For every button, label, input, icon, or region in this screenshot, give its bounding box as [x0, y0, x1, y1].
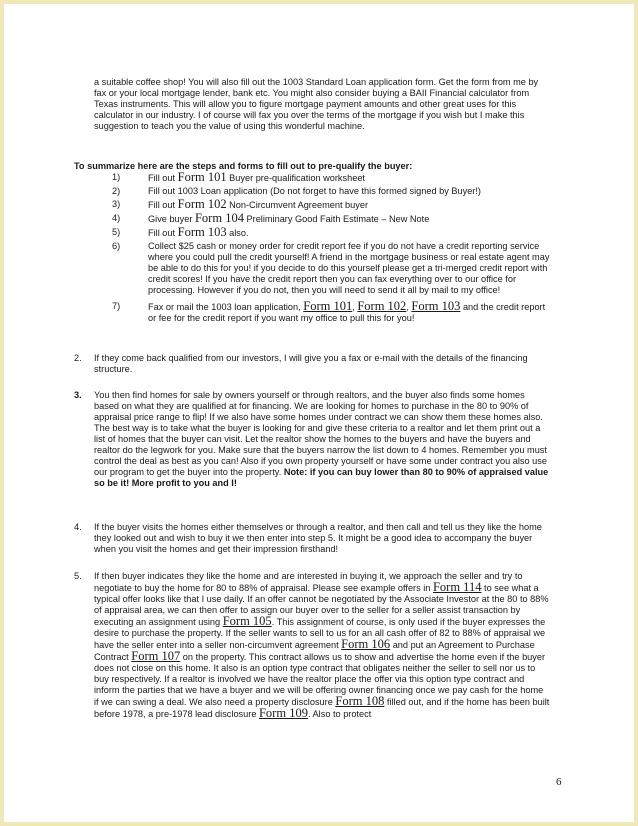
step-number: 6): [112, 241, 121, 251]
step-number: 1): [112, 172, 121, 182]
form-101-link[interactable]: Form 101: [303, 299, 353, 313]
item-number: 3.: [74, 390, 82, 400]
form-103-ref: Form 103: [177, 225, 227, 239]
step-text: ,: [406, 302, 412, 312]
item-body: . This assignment of course, is only used if the buyer expresses the desire to purchase the property. If the seller wants to sell to us for an all cash offer of 82 to 88% of appraisal we have the seller enter into a seller non-circumvent agreement: [94, 617, 546, 650]
item-body: . Also to protect: [307, 709, 372, 719]
item-number: 2.: [74, 353, 82, 363]
form-107-link[interactable]: Form 107: [131, 649, 181, 663]
step-text: also.: [226, 228, 249, 238]
item-number: 4.: [74, 522, 82, 532]
item-body: to see what a typical offer looks like that I use daily. If an offer cannot be negotiated by the Associate Investor at the 80 to 88% of appraisal area, we can then offer to assign our buyer over to the seller for a seller assist transaction by executing an assignment using: [94, 583, 549, 627]
item-text: [94, 571, 550, 720]
item-body: filled out, and if the home has been built before 1978, a pre-1978 lead disclosure: [94, 697, 550, 719]
form-101-ref: Form 101: [177, 170, 227, 184]
step-text: Give buyer: [148, 214, 195, 224]
step-text: Fill out: [148, 228, 178, 238]
step-6: [112, 241, 552, 296]
summary-heading: To summarize here are the steps and forms to fill out to pre-qualify the buyer:: [74, 161, 413, 171]
step-7: [112, 301, 552, 324]
item-body: and put an Agreement to Purchase Contract: [94, 640, 535, 662]
step-text: Non-Circumvent Agreement buyer: [226, 200, 369, 210]
step-text: ,: [352, 302, 358, 312]
step-text: Fax or mail the 1003 loan application,: [148, 302, 304, 312]
step-text: Fill out: [148, 173, 178, 183]
form-108-link[interactable]: Form 108: [335, 694, 385, 708]
item-body: If then buyer indicates they like the home and are interested in buying it, we approach the seller and try to negotiate to buy the home for 80 to 88% of appraisal. Please see example offers in: [94, 571, 523, 593]
step-number: 7): [112, 301, 121, 311]
form-102-link[interactable]: Form 102: [357, 299, 407, 313]
step-4: [112, 213, 552, 225]
step-number: 4): [112, 213, 121, 223]
form-114-link[interactable]: Form 114: [432, 580, 482, 594]
step-number: 2): [112, 186, 121, 196]
form-106-link[interactable]: Form 106: [341, 637, 391, 651]
page-number: 6: [556, 776, 562, 788]
steps-list: [112, 172, 552, 326]
step-text: Fill out 1003 Loan application (Do not forget to have this formed signed by Buyer!): [148, 186, 481, 196]
form-103-link[interactable]: Form 103: [411, 299, 461, 313]
step-1: [112, 172, 552, 184]
step-number: 3): [112, 199, 121, 209]
item-text: If the buyer visits the homes either themselves or through a realtor, and then call and tell us they like the home they looked out and wish to buy it we then enter into step 5. It might be a good idea to accompany the buyer when you visit the homes and get their impression firsthand!: [94, 522, 542, 554]
note-bold: Note: if you can buy lower than 80 to 90% of appraised value so be it! More profit to you and I!: [94, 467, 549, 488]
step-2: [112, 186, 552, 197]
intro-paragraph: a suitable coffee shop! You will also fill out the 1003 Standard Loan application form. Get the form from me by fax or your local mortgage lender, bank etc. You might also consider buying a BAII Financial calculator from Texas instruments. This will allow you to figure mortgage payment amounts and other great uses for this calculator in our industry. I of course will fax you over the terms of the mortgage if you wish but I make this suggestion to teach you the value of using this wonderful machine.: [94, 77, 539, 131]
form-105-link[interactable]: Form 105: [222, 614, 272, 628]
form-102-ref: Form 102: [177, 197, 227, 211]
step-number: 5): [112, 227, 121, 237]
form-109-link[interactable]: Form 109: [258, 706, 308, 720]
item-body: on the property. This contract allows us to show and advertise the home even if the buyer does not close on this home. It also is an option type contract that obligates neither the seller to sell nor us to buy respectively. If a realtor is involved we have the realtor place the offer via this option type contract and inform the parties that we have a buyer and we will be offering owner financing once we pay cash for the home if we can swing a deal. We also need a property disclosure: [94, 652, 546, 707]
step-5: [112, 227, 552, 239]
item-text: If they come back qualified from our investors, I will give you a fax or e-mail with the details of the financing structure.: [94, 353, 528, 374]
form-104-ref: Form 104: [194, 211, 244, 225]
step-text: Preliminary Good Faith Estimate – New Note: [243, 214, 430, 224]
step-text: Collect $25 cash or money order for credit report fee if you do not have a credit reporting service where you could pull the credit yourself! A friend in the mortgage business or real estate agent may be able to do this for you! if you decide to do this yourself please get a tri-merged credit report with credit scores! If you have the credit report then you can fax everything over to our office for processing. However if you do not, then you will need to send it all by mail to my office!: [148, 241, 550, 295]
step-text: Fill out: [148, 200, 178, 210]
step-text: and the credit report or fee for the credit report if you want my office to pull this for you!: [148, 302, 546, 323]
item-number: 5.: [74, 571, 82, 581]
item-body: You then find homes for sale by owners yourself or through realtors, and the buyer also finds some homes based on what they are qualified at for financing. We are looking for homes to purchase in the 80 to 90% of appraisal price range to flip! If we also have some homes under contract we can show them these homes also. The best way is to take what the buyer is looking for and give these criteria to a realtor and let them print out a list of homes that the buyer can visit. Let the realtor show the homes to the buyers and have the buyers and realtor do the legwork for you. Make sure that the buyers narrow the list down to 4 homes. Remember you must control the deal as best as you can! Also if you own property yourself or have some under contract you also use our program to get the buyer into the property.: [94, 390, 547, 477]
item-text: [94, 390, 550, 489]
step-3: [112, 199, 552, 211]
step-text: Buyer pre-qualification worksheet: [226, 173, 365, 183]
